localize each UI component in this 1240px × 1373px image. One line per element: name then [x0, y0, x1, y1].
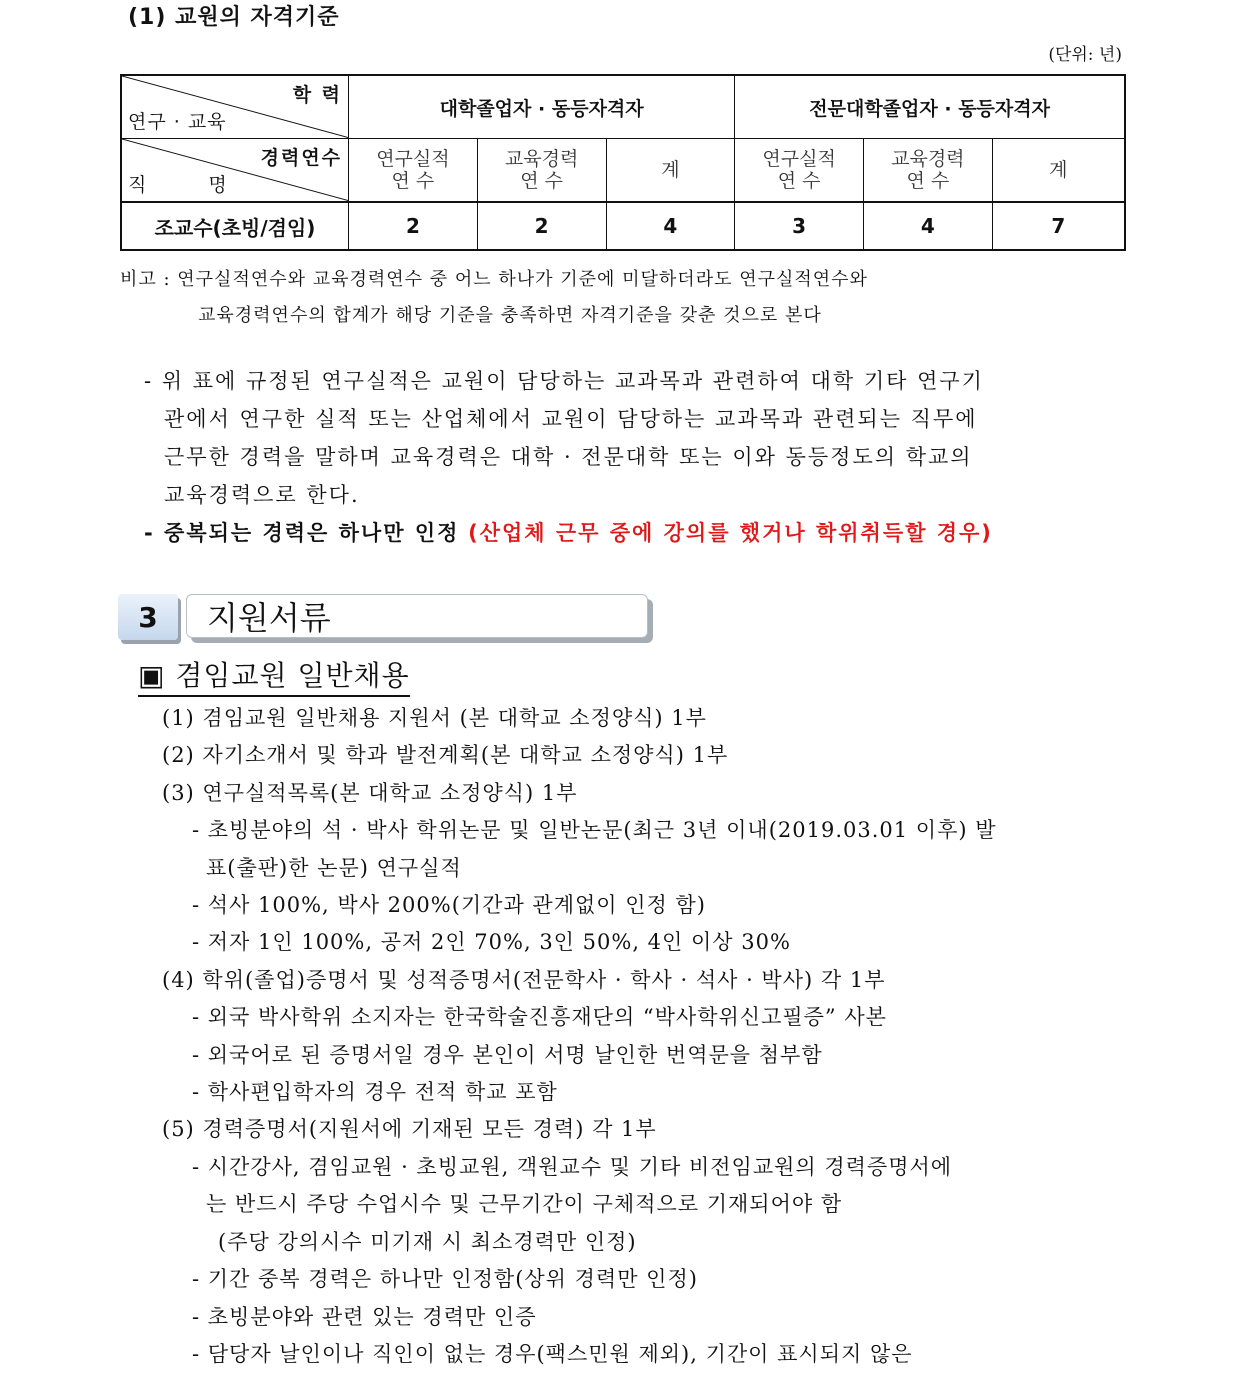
list-item: (3) 연구실적목록(본 대학교 소정양식) 1부 — [162, 780, 578, 805]
table-note — [120, 262, 1130, 334]
para-line: 관에서 연구한 실적 또는 산업체에서 교원이 담당하는 교과목과 관련되는 직무에 — [164, 407, 978, 431]
note-line: 교육경력연수의 합계가 해당 기준을 충족하면 자격기준을 갖춘 것으로 본다 — [198, 305, 822, 326]
group-header-university: 대학졸업자 · 동등자격자 — [349, 75, 735, 139]
corner-cell-1 — [121, 75, 349, 139]
list-item: (1) 겸임교원 일반채용 지원서 (본 대학교 소정양식) 1부 — [162, 706, 707, 730]
col-research-1: 연구실적 연 수 — [349, 139, 478, 203]
list-item: (5) 경력증명서(지원서에 기재된 모든 경력) 각 1부 — [162, 1117, 657, 1142]
list-subitem: - 기간 중복 경력은 하나만 인정함(상위 경력만 인정) — [192, 1267, 698, 1292]
value-cell: 4 — [606, 202, 735, 250]
col-teaching-1: 교육경력 연 수 — [477, 139, 606, 203]
row-label: 조교수(초빙/겸임) — [121, 202, 349, 250]
list-subitem: - 저자 1인 100%, 공저 2인 70%, 3인 50%, 4인 이상 30% — [192, 930, 791, 955]
list-subitem: - 석사 100%, 박사 200%(기간과 관계없이 인정 함) — [192, 893, 706, 918]
col-total-2: 계 — [992, 139, 1125, 203]
note-line: 비고 : 연구실적연수와 교육경력연수 중 어느 하나가 기준에 미달하더라도 연구실적연수와 — [120, 269, 868, 290]
document-list — [162, 700, 1132, 1373]
col-teaching-2: 교육경력 연 수 — [863, 139, 992, 203]
section-title-box: 지원서류 — [186, 594, 648, 638]
explanation-paragraph — [144, 362, 1124, 552]
list-subitem-cont: 표(출판)한 논문) 연구실적 — [206, 855, 462, 880]
corner2-bottom-left: 직 명 — [128, 174, 255, 196]
duplicate-career-note: (산업체 근무 중에 강의를 했거나 학위취득할 경우) — [468, 521, 993, 545]
list-subitem-cont: (주당 강의시수 미기재 시 최소경력만 인정) — [218, 1229, 637, 1254]
value-cell: 7 — [992, 202, 1125, 250]
col-total-1: 계 — [606, 139, 735, 203]
list-subitem: - 외국어로 된 증명서일 경우 본인이 서명 날인한 번역문을 첨부함 — [192, 1042, 823, 1067]
value-cell: 2 — [349, 202, 478, 250]
duplicate-career-rule: - 중복되는 경력은 하나만 인정 — [144, 521, 460, 545]
para-line-highlight — [144, 514, 1124, 552]
corner-cell-2 — [121, 139, 349, 203]
unit-label: (단위: 년) — [1048, 45, 1122, 65]
value-cell: 2 — [477, 202, 606, 250]
list-subitem: - 시간강사, 겸임교원 · 초빙교원, 객원교수 및 기타 비전임교원의 경력증명서에 — [192, 1154, 953, 1179]
list-subitem: - 외국 박사학위 소지자는 한국학술진흥재단의 “박사학위신고필증” 사본 — [192, 1005, 887, 1030]
list-subitem: - 초빙분야의 석 · 박사 학위논문 및 일반논문(최근 3년 이내(2019.03.01 이후) 발 — [192, 818, 997, 843]
corner-top-right: 학 력 — [292, 84, 343, 106]
list-subitem: - 학사편입학자의 경우 전적 학교 포함 — [192, 1080, 558, 1105]
qualification-table — [120, 74, 1126, 251]
list-subitem-cont: 는 반드시 주당 수업시수 및 근무기간이 구체적으로 기재되어야 함 — [206, 1192, 843, 1217]
group-header-college: 전문대학졸업자 · 동등자격자 — [735, 75, 1125, 139]
corner-bottom-left: 연구 · 교육 — [128, 111, 227, 133]
para-line: 교육경력으로 한다. — [164, 483, 360, 507]
section-title: (1) 교원의 자격기준 — [128, 5, 340, 30]
value-cell: 4 — [863, 202, 992, 250]
para-line: 근무한 경력을 말하며 교육경력은 대학 · 전문대학 또는 이와 동등정도의 학교의 — [164, 445, 973, 469]
list-item: (2) 자기소개서 및 학과 발전계획(본 대학교 소정양식) 1부 — [162, 743, 729, 768]
para-line: - 위 표에 규정된 연구실적은 교원이 담당하는 교과목과 관련하여 대학 기타 연구기 — [144, 369, 984, 393]
section-number-badge: 3 — [118, 594, 178, 640]
subheading: ▣ 겸임교원 일반채용 — [138, 654, 410, 697]
col-research-2: 연구실적 연 수 — [735, 139, 864, 203]
list-subitem: - 담당자 날인이나 직인이 없는 경우(팩스민원 제외), 기간이 표시되지 않은 — [192, 1341, 913, 1366]
list-item: (4) 학위(졸업)증명서 및 성적증명서(전문학사 · 학사 · 석사 · 박사) 각 1부 — [162, 967, 886, 992]
value-cell: 3 — [735, 202, 864, 250]
list-subitem: - 초빙분야와 관련 있는 경력만 인증 — [192, 1304, 537, 1329]
corner2-top-right: 경력연수 — [260, 147, 343, 169]
